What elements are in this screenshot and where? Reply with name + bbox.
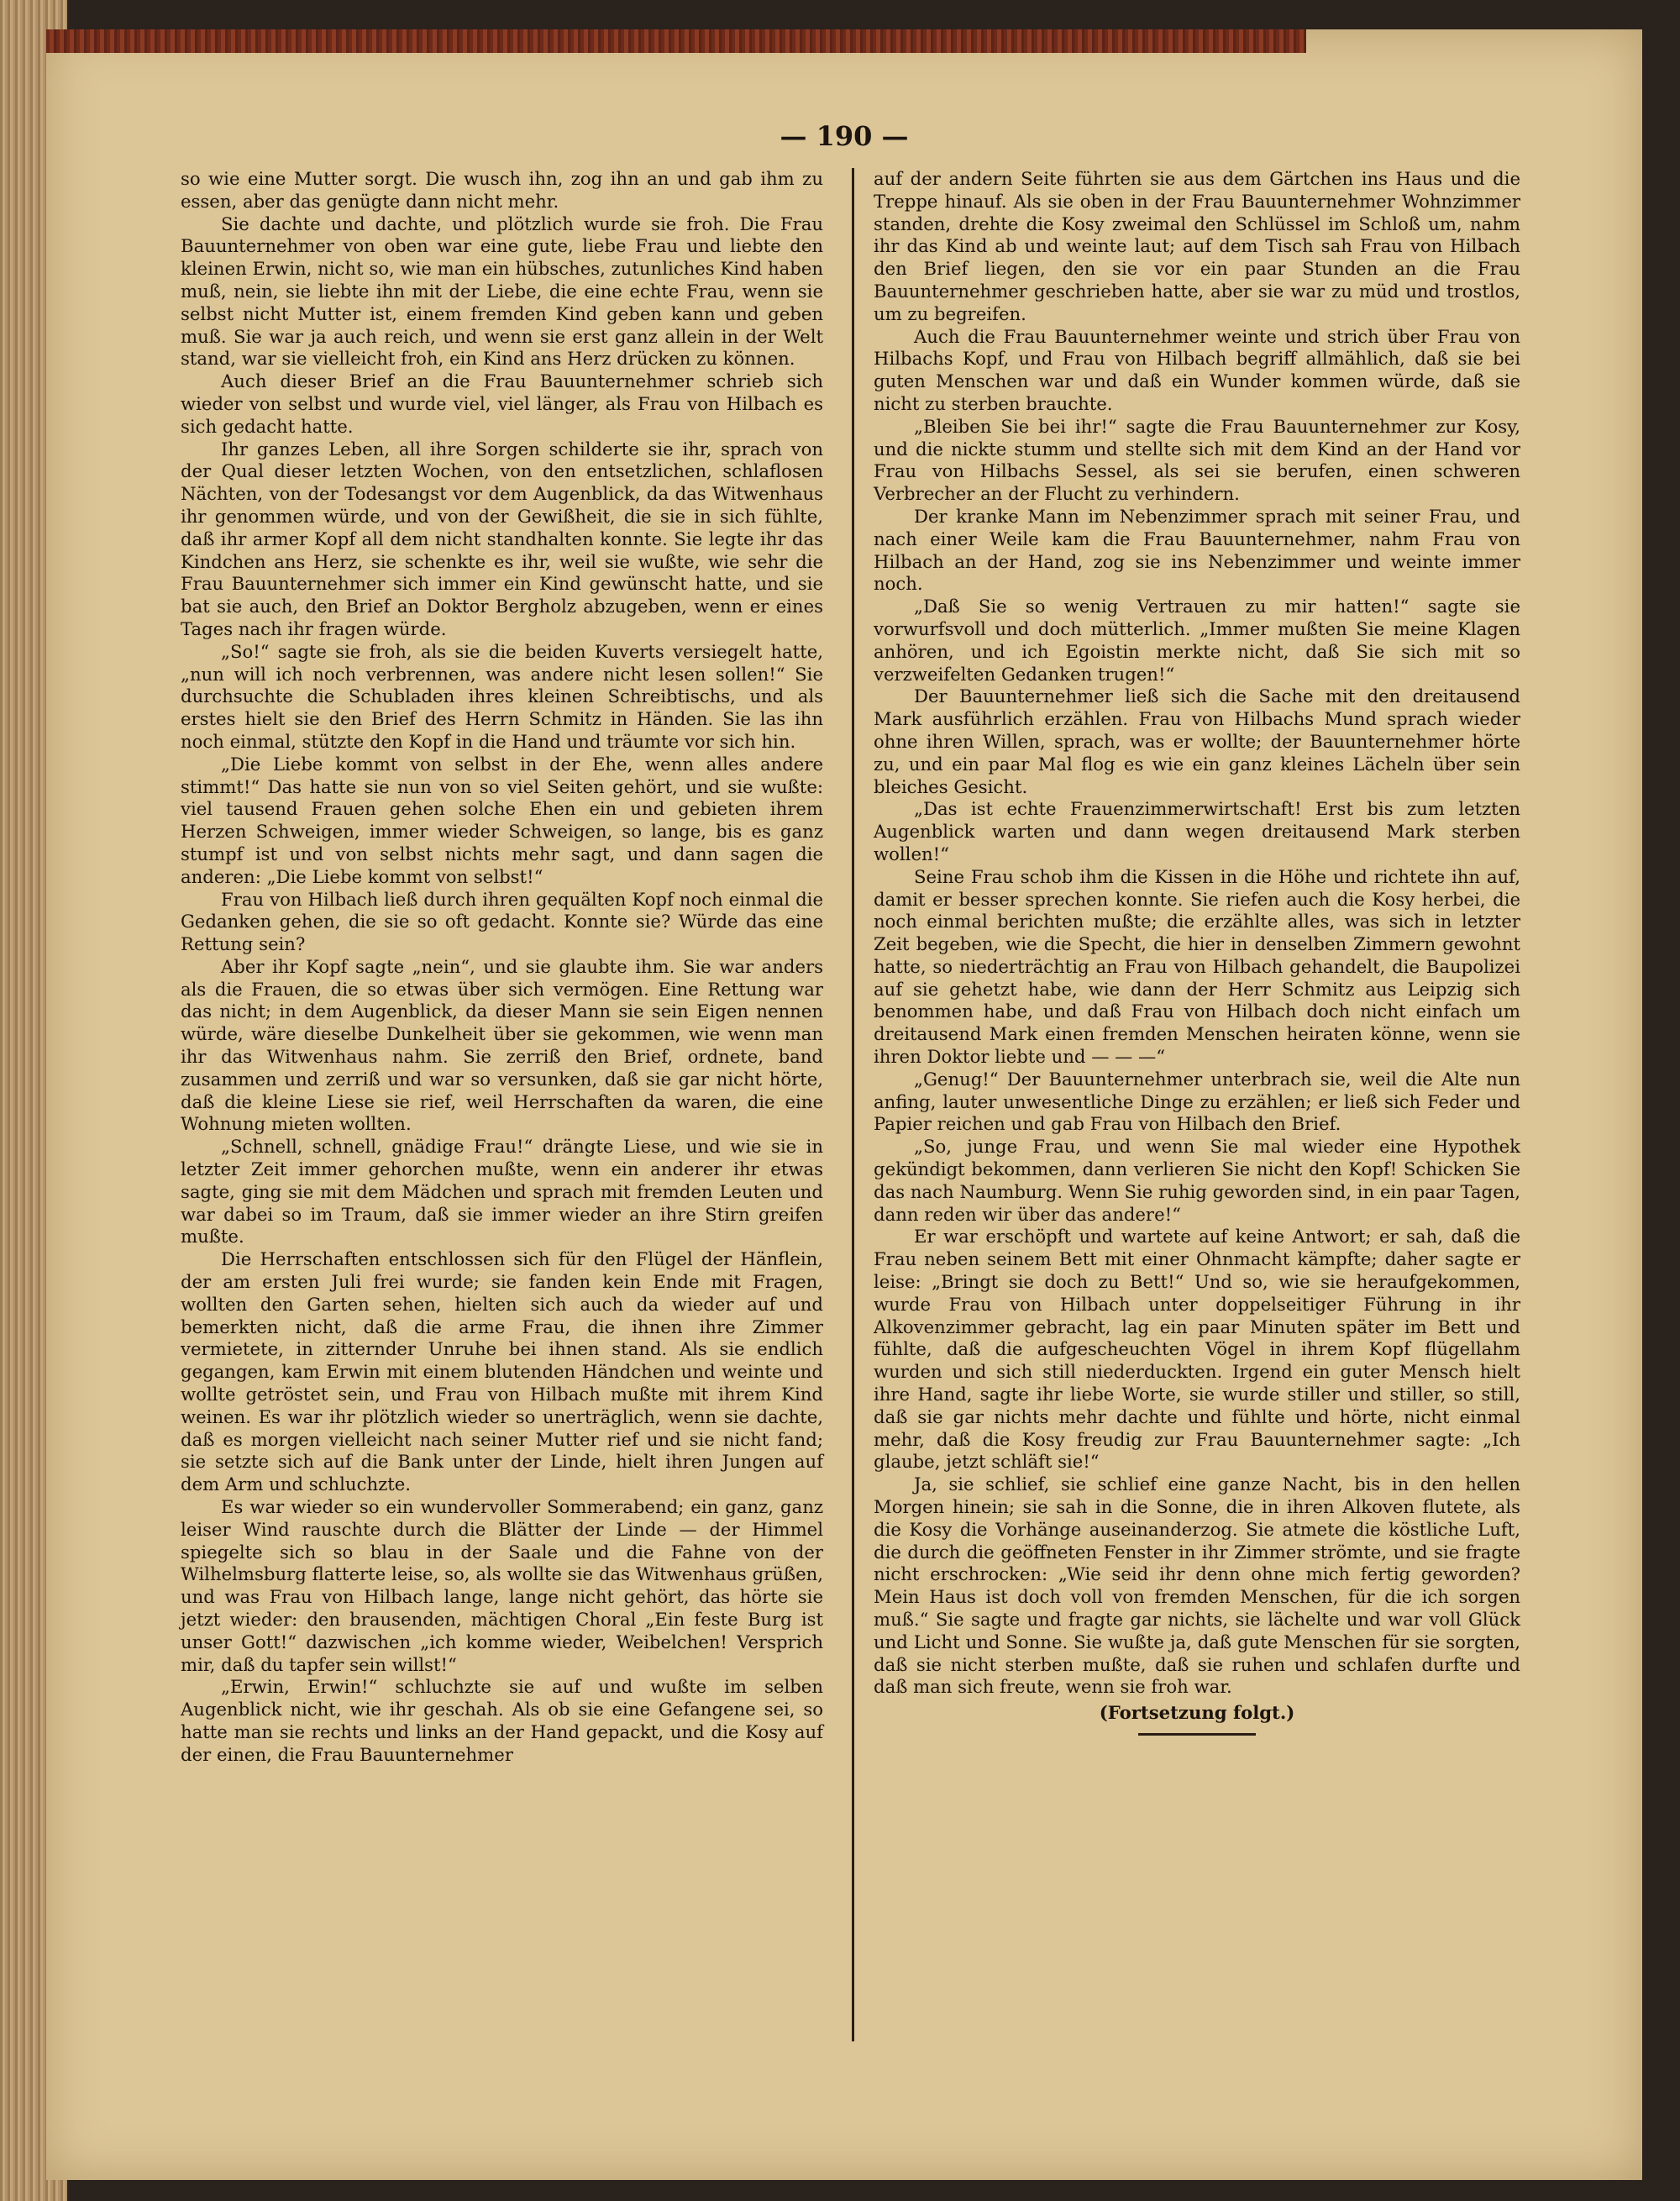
column-divider [852, 168, 854, 2041]
left-paragraph: „So!“ sagte sie froh, als sie die beiden Kuverts versiegelt hatte, „nun will ich noch verbrennen, was andere nicht lesen sollen!“ Sie durchsuchte die Schubladen ihres kleinen Schreibtischs, und als erstes hielt sie den Brief des Herrn Schmitz in Händen. Sie las ihn noch einmal, stützte den Kopf in die Hand und träumte vor sich hin. [181, 640, 823, 752]
right-paragraph: auf der andern Seite führten sie aus dem Gärtchen ins Haus und die Treppe hinauf. Als sie oben in der Frau Bauunternehmer Wohnzimmer standen, drehte die Kosy zweimal den Schlüssel im Schloß um, nahm ihr das Kind ab und weinte laut; auf dem Tisch sah Frau von Hilbach den Brief liegen, den sie vor ein paar Stunden an die Frau Bauunternehmer geschrieben hatte, aber sie war zu müd und trostlos, um zu begreifen. [874, 168, 1520, 324]
binding-strip [46, 29, 1306, 53]
left-paragraph: Die Herrschaften entschlossen sich für den Flügel der Hänflein, der am ersten Juli frei wurde; sie fanden kein Ende mit Fragen, wollten den Garten sehen, hielten sich auch da wieder auf und bemerkten nicht, daß die arme Frau, die ihnen ihre Zimmer vermietete, in zitternder Unruhe bei ihnen stand. Als sie endlich gegangen, kam Erwin mit einem blutenden Händchen und weinte und wollte getröstet sein, und Frau von Hilbach mußte mit ihrem Kind weinen. Es war ihr plötzlich wieder so unerträglich, wenn sie dachte, daß es morgen vielleicht nach seiner Mutter rief und sie nicht fand; sie setzte sich auf die Bank unter der Linde, hielt ihren Jungen auf dem Arm und schluchzte. [181, 1248, 823, 1495]
left-paragraph: Es war wieder so ein wundervoller Sommerabend; ein ganz, ganz leiser Wind rauschte durch die Blätter der Linde — der Himmel spiegelte sich so blau in der Saale und die Fahne von der Wilhelmsburg flatterte leise, so, als wollte sie das Witwenhaus grüßen, und was Frau von Hilbach lange, lange nicht gehört, das hörte sie jetzt wieder: den brausenden, mächtigen Choral „Ein feste Burg ist unser Gott!“ dazwischen „ich komme wieder, Weibelchen! Versprich mir, daß du tapfer sein willst!“ [181, 1496, 823, 1675]
right-paragraph: „Daß Sie so wenig Vertrauen zu mir hatten!“ sagte sie vorwurfsvoll und doch mütterlich. „Immer mußten Sie meine Klagen anhören, und ich Egoistin merkte nicht, daß Sie sich mit so verzweifelten Gedanken trugen!“ [874, 596, 1520, 685]
right-paragraph: Der Bauunternehmer ließ sich die Sache mit den dreitausend Mark ausführlich erzählen. Frau von Hilbachs Mund sprach wieder ohne ihren Willen, sprach, was er wollte; der Bauunternehmer hörte zu, und ein paar Mal flog es wie ein ganz kleines Lächeln über sein bleiches Gesicht. [874, 686, 1520, 797]
left-paragraph: „Die Liebe kommt von selbst in der Ehe, wenn alles andere stimmt!“ Das hatte sie nun von so viel Seiten gehört, und sie wußte: viel tausend Frauen gehen solche Ehen ein und gebieten ihrem Herzen Schweigen, immer wieder Schweigen, so lange, bis es ganz stumpf ist und von selbst nichts mehr sagt, und dann sagen die anderen: „Die Liebe kommt von selbst!“ [181, 753, 823, 887]
right-paragraph: Ja, sie schlief, sie schlief eine ganze Nacht, bis in den hellen Morgen hinein; sie sah in die Sonne, die in ihren Alkoven flutete, als die Kosy die Vorhänge auseinanderzog. Sie atmete die köstliche Luft, die durch die geöffneten Fenster in ihr Zimmer strömte, und sie fragte nicht erschrocken: „Wie seid ihr denn ohne mich fertig geworden? Mein Haus ist doch voll von fremden Menschen, für die ich sorgen muß.“ Sie sagte und fragte gar nichts, sie lächelte und war voll Glück und Licht und Sonne. Sie wußte ja, daß gute Menschen für sie sorgten, daß sie nicht sterben mußte, daß sie ruhen und schlafen durfte und daß man sich freute, wenn sie froh war. [874, 1473, 1520, 1698]
left-paragraph: Auch dieser Brief an die Frau Bauunternehmer schrieb sich wieder von selbst und wurde viel, viel länger, als Frau von Hilbach es sich gedacht hatte. [181, 370, 823, 437]
left-paragraph: Ihr ganzes Leben, all ihre Sorgen schilderte sie ihr, sprach von der Qual dieser letzten Wochen, von den entsetzlichen, schlaflosen Nächten, von der Todesangst vor dem Augenblick, da das Witwenhaus ihr genommen würde, und von der Gewißheit, die sie in sich fühlte, daß ihr armer Kopf all dem nicht standhalten konnte. Sie legte ihr das Kindchen ans Herz, sie schenkte es ihr, weil sie wußte, wie sehr die Frau Bauunternehmer sich immer ein Kind gewünscht hatte, und sie bat sie auch, den Brief an Doktor Bergholz abzugeben, wenn er eines Tages nach ihr fragen würde. [181, 438, 823, 639]
left-paragraph: „Erwin, Erwin!“ schluchzte sie auf und wußte im selben Augenblick nicht, wie ihr geschah. Als ob sie eine Gefangene sei, so hatte man sie rechts und links an der Hand gepackt, und die Kosy auf der einen, die Frau Bauunternehmer [181, 1676, 823, 1765]
right-paragraph: „Genug!“ Der Bauunternehmer unterbrach sie, weil die Alte nun anfing, lauter unwesentliche Dinge zu erzählen; er ließ sich Feder und Papier reichen und gab Frau von Hilbach den Brief. [874, 1068, 1520, 1135]
left-paragraph: so wie eine Mutter sorgt. Die wusch ihn, zog ihn an und gab ihm zu essen, aber das genügte dann nicht mehr. [181, 168, 823, 212]
right-paragraph: Seine Frau schob ihm die Kissen in die Höhe und richtete ihn auf, damit er besser sprechen konnte. Sie riefen auch die Kosy herbei, die noch einmal berichten mußte; die erzählte alles, was sich in letzter Zeit begeben, wie die Specht, die hier in denselben Zimmern gewohnt hatte, so niederträchtig an Frau von Hilbach gehandelt, die Baupolizei auf sie gehetzt habe, wie dann der Herr Schmitz aus Leipzig sich benommen habe, und daß Frau von Hilbach doch nicht einfach um dreitausend Mark einen fremden Menschen heiraten könne, wenn sie ihren Doktor liebte und — — —“ [874, 865, 1520, 1068]
page-number: — 190 — [780, 120, 909, 152]
right-paragraph: „Das ist echte Frauenzimmerwirtschaft! Erst bis zum letzten Augenblick warten und dann wegen dreitausend Mark sterben wollen!“ [874, 798, 1520, 864]
right-column [874, 168, 1520, 1736]
left-paragraph: „Schnell, schnell, gnädige Frau!“ drängte Liese, und wie sie in letzter Zeit immer gehorchen mußte, wenn ein anderer ihr etwas sagte, ging sie mit dem Mädchen und sprach mit fremden Leuten und war dabei so im Traum, daß sie immer wieder an ihre Stirn greifen mußte. [181, 1136, 823, 1248]
right-paragraph: Der kranke Mann im Nebenzimmer sprach mit seiner Frau, und nach einer Weile kam die Frau Bauunternehmer, nahm Frau von Hilbach an der Hand, zog sie ins Nebenzimmer und weinte immer noch. [874, 505, 1520, 595]
right-paragraph: „So, junge Frau, und wenn Sie mal wieder eine Hypothek gekündigt bekommen, dann verlieren Sie nicht den Kopf! Schicken Sie das nach Naumburg. Wenn Sie ruhig geworden sind, in ein paar Tagen, dann reden wir über das andere!“ [874, 1136, 1520, 1225]
right-paragraph: Er war erschöpft und wartete auf keine Antwort; er sah, daß die Frau neben seinem Bett mit einer Ohnmacht kämpfte; daher sagte er leise: „Bringt sie doch zu Bett!“ Und so, wie sie heraufgekommen, wurde Frau von Hilbach unter doppelseitiger Führung in ihr Alkovenzimmer gebracht, lag ein paar Minuten später im Bett und fühlte, daß die aufgescheuchten Vögel in ihrem Kopf flügellahm wurden und sich still niederduckten. Irgend ein guter Mensch hielt ihre Hand, sagte ihr liebe Worte, sie wurde stiller und stiller, so still, daß sie gar nichts mehr dachte und fühlte und hörte, nicht einmal mehr, daß die Kosy freudig zur Frau Bauunternehmer sagte: „Ich glaube, jetzt schläft sie!“ [874, 1226, 1520, 1473]
right-paragraph: „Bleiben Sie bei ihr!“ sagte die Frau Bauunternehmer zur Kosy, und die nickte stumm und stellte sich mit dem Kind an der Hand vor Frau von Hilbachs Sessel, als sei sie berufen, einen schweren Verbrecher an der Flucht zu verhindern. [874, 415, 1520, 505]
left-paragraph: Sie dachte und dachte, und plötzlich wurde sie froh. Die Frau Bauunternehmer von oben war eine gute, liebe Frau und liebte den kleinen Erwin, nicht so, wie man ein hübsches, zutunliches Kind haben muß, nein, sie liebte ihn mit der Liebe, die eine echte Frau, wenn sie selbst nicht Mutter ist, einem fremden Kind geben kann und geben muß. Sie war ja auch reich, und wenn sie erst ganz allein in der Welt stand, war sie vielleicht froh, ein Kind ans Herz drücken zu können. [181, 213, 823, 370]
left-paragraph: Frau von Hilbach ließ durch ihren gequälten Kopf noch einmal die Gedanken gehen, die sie so oft gedacht. Konnte sie? Würde das eine Rettung sein? [181, 888, 823, 955]
continued-note: (Fortsetzung folgt.) [1099, 1702, 1295, 1724]
left-paragraph: Aber ihr Kopf sagte „nein“, und sie glaubte ihm. Sie war anders als die Frauen, die so etwas über sich vermögen. Eine Rettung war das nicht; in dem Augenblick, da dieser Mann sie sein Eigen nennen würde, wäre dieselbe Dunkelheit über sie gekommen, wie wenn man ihr das Witwenhaus nahm. Sie zerriß den Brief, ordnete, band zusammen und zerriß und war so versunken, daß sie gar nicht hörte, daß die kleine Liese sie rief, weil Herrschaften da waren, die eine Wohnung mieten wollten. [181, 955, 823, 1135]
end-rule [1138, 1733, 1256, 1736]
right-paragraph: Auch die Frau Bauunternehmer weinte und strich über Frau von Hilbachs Kopf, und Frau von Hilbach begriff allmählich, daß sie bei guten Menschen war und daß ein Wunder kommen würde, daß sie nicht zu sterben brauchte. [874, 325, 1520, 414]
left-column [181, 168, 823, 1767]
